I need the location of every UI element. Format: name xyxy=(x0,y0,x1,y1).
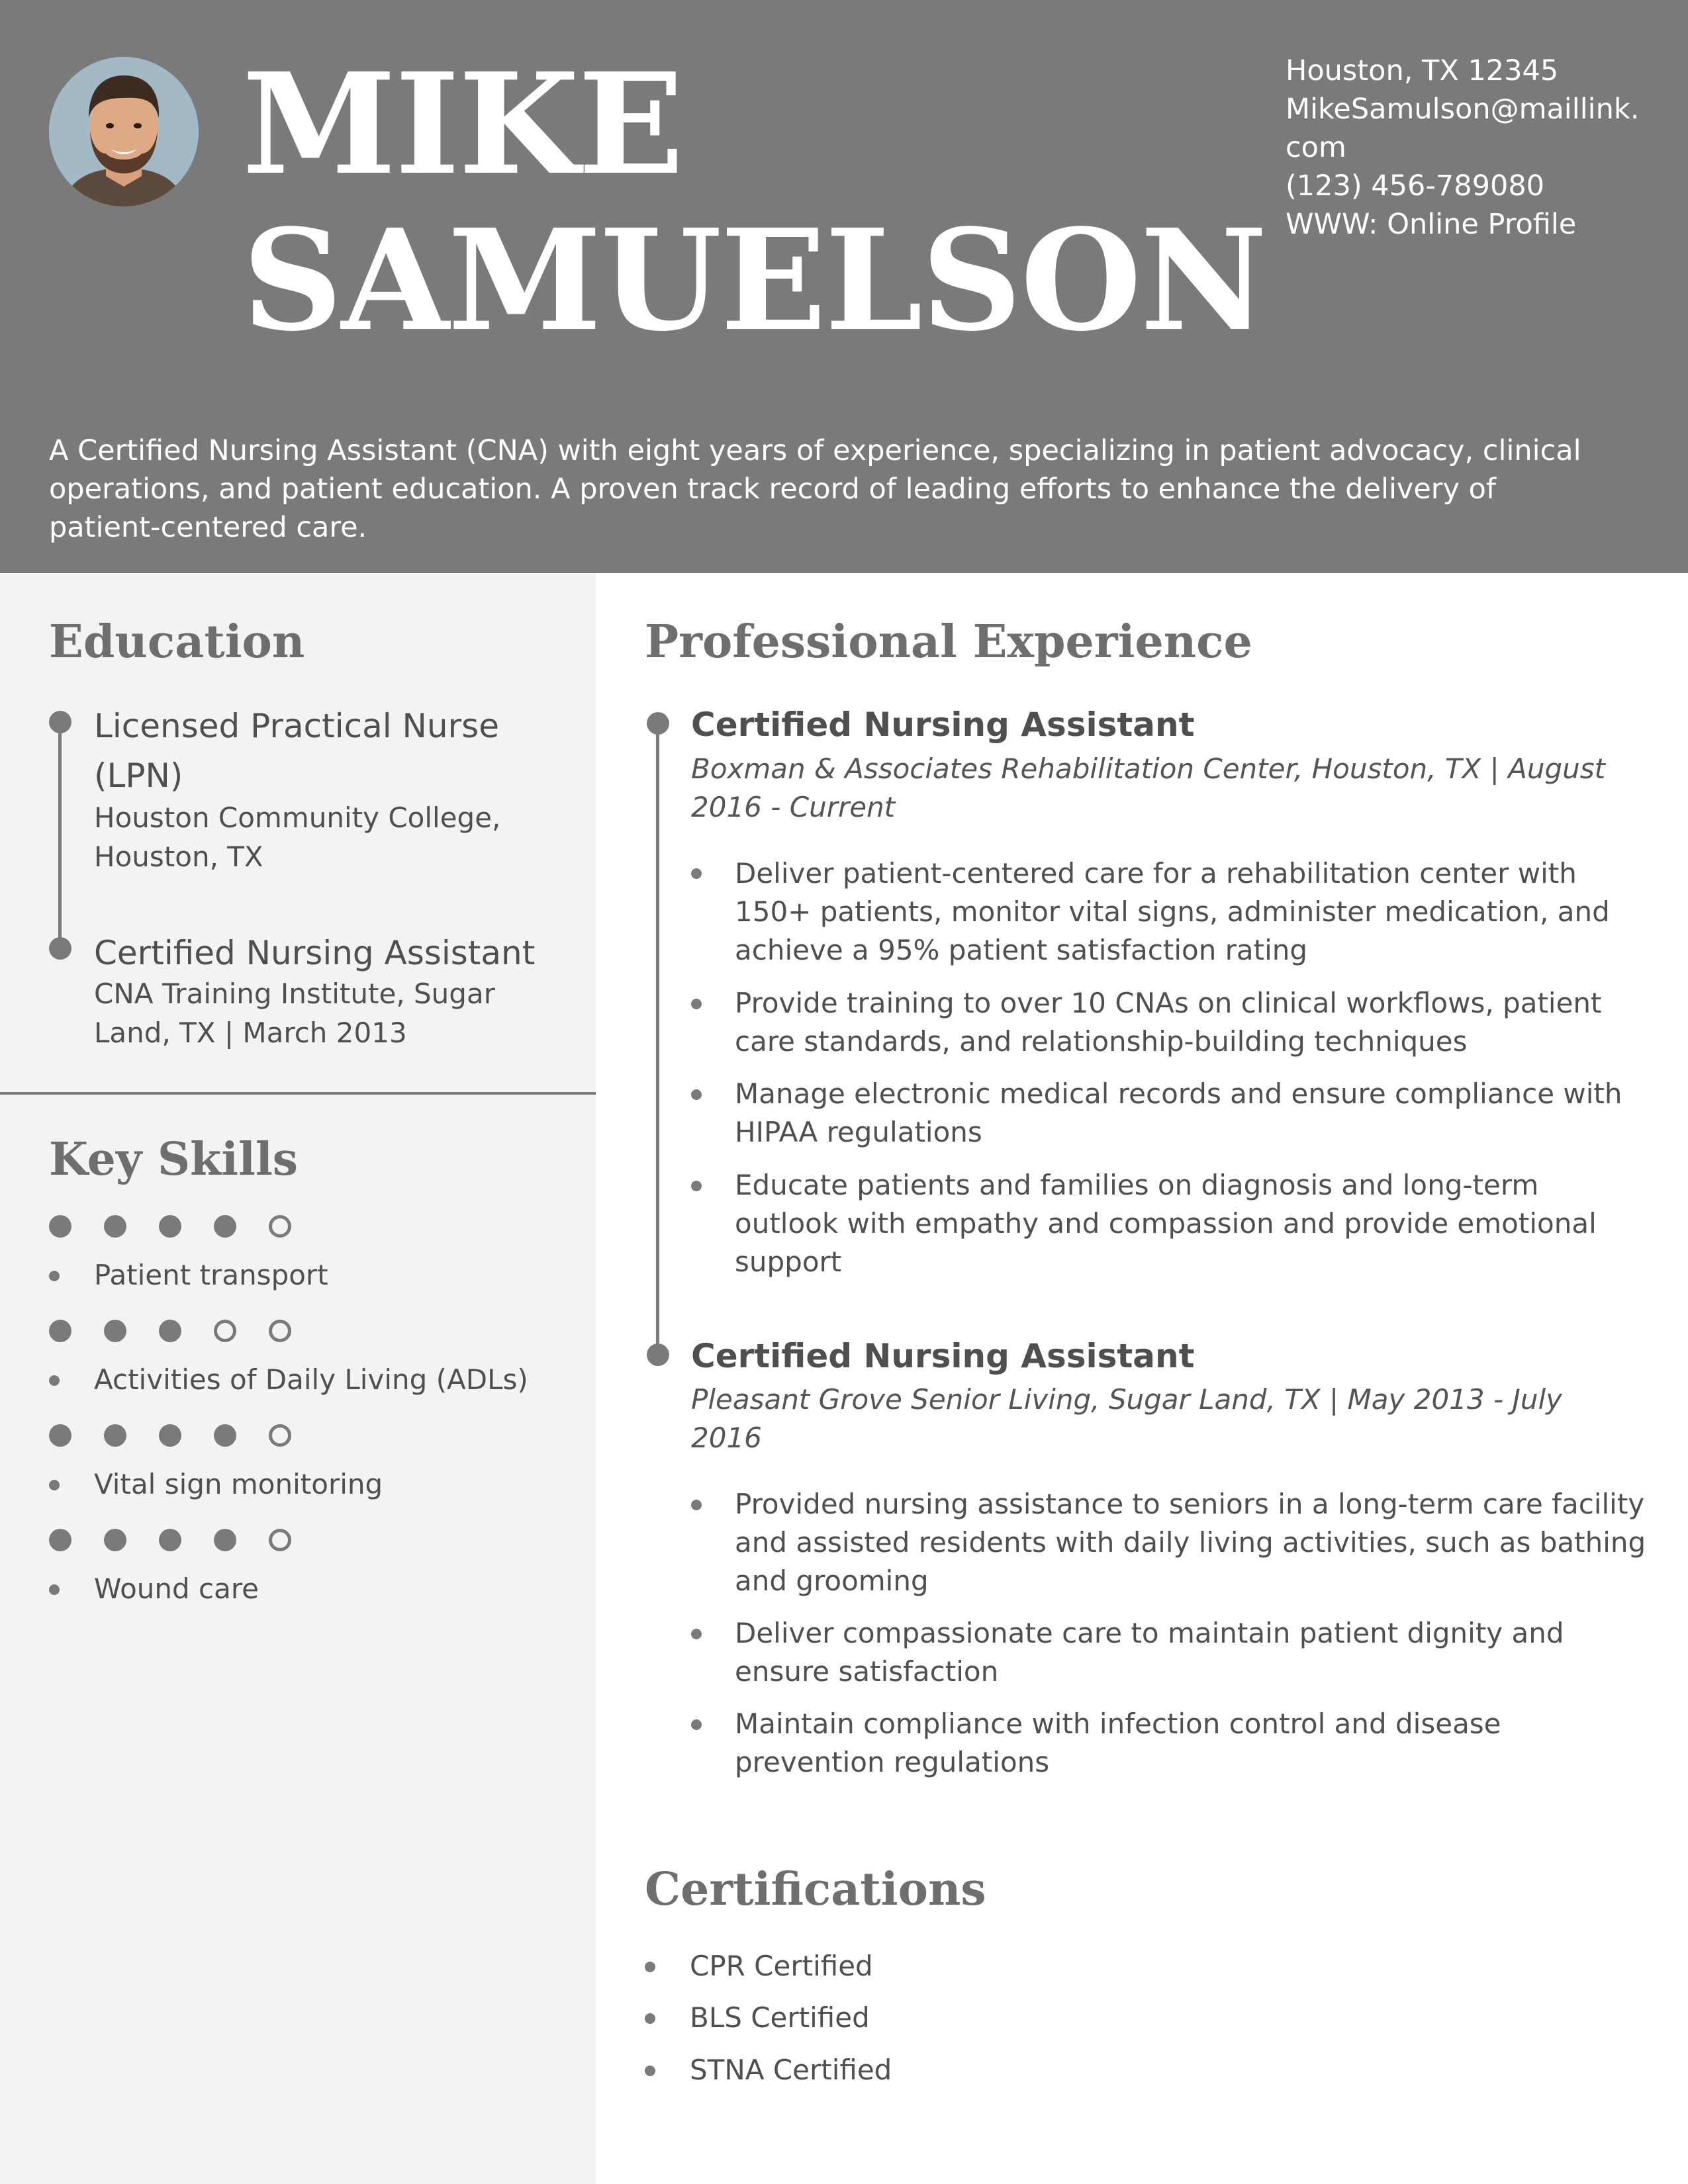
rating-dot-filled-icon xyxy=(214,1529,236,1551)
job-bullet: Manage electronic medical records and ensure compliance with HIPAA regulations xyxy=(735,1077,1622,1148)
timeline-dot-icon xyxy=(647,712,669,735)
job-title: Certified Nursing Assistant xyxy=(691,1337,1195,1375)
rating-dot-empty-icon xyxy=(214,1320,236,1342)
certification-item: CPR Certified xyxy=(690,1950,873,1982)
rating-dot-filled-icon xyxy=(214,1424,236,1447)
rating-dot-empty-icon xyxy=(269,1424,291,1447)
bullet-icon xyxy=(691,868,702,879)
rating-dot-filled-icon xyxy=(104,1215,126,1238)
job-bullet: Maintain compliance with infection control and disease prevention regulations xyxy=(735,1707,1501,1778)
education-school: CNA Training Institute, Sugar Land, TX | March 2013 xyxy=(94,978,495,1049)
certification-item: BLS Certified xyxy=(690,2001,870,2034)
bullet-icon xyxy=(645,1962,655,1972)
bullet-icon xyxy=(691,1181,702,1191)
bullet-icon xyxy=(49,1375,60,1386)
contact-phone: (123) 456-789080 xyxy=(1286,169,1545,203)
bullet-icon xyxy=(49,1480,60,1490)
education-degree: Certified Nursing Assistant xyxy=(94,934,536,972)
experience-timeline-line xyxy=(656,723,659,1353)
rating-dot-filled-icon xyxy=(104,1529,126,1551)
education-heading: Education xyxy=(49,615,305,668)
certification-item: STNA Certified xyxy=(690,2054,892,2086)
skill-name: Wound care xyxy=(94,1572,259,1605)
rating-dot-filled-icon xyxy=(49,1424,71,1447)
bullet-icon xyxy=(691,1500,702,1510)
profile-photo-avatar xyxy=(49,57,199,206)
job-bullet: Provided nursing assistance to seniors in a long-term care facility and assisted residents with daily living activities, such as bathing and grooming xyxy=(735,1488,1646,1597)
timeline-dot-icon xyxy=(647,1343,669,1366)
job-meta: Pleasant Grove Senior Living, Sugar Land, TX | May 2013 - July 2016 xyxy=(691,1383,1563,1454)
header-banner xyxy=(0,0,1688,573)
certifications-heading: Certifications xyxy=(645,1863,986,1916)
professional-experience-heading: Professional Experience xyxy=(645,615,1252,668)
rating-dot-filled-icon xyxy=(214,1215,236,1238)
timeline-dot-icon xyxy=(49,711,71,733)
rating-dot-filled-icon xyxy=(159,1215,181,1238)
contact-email-line2[interactable]: com xyxy=(1286,131,1346,164)
rating-dot-filled-icon xyxy=(49,1320,71,1342)
contact-address: Houston, TX 12345 xyxy=(1286,54,1559,87)
first-name: MIKE xyxy=(242,42,683,206)
job-bullet: Deliver patient-centered care for a rehabilitation center with 150+ patients, monitor vital signs, administer medication, and achieve a 95% patient satisfaction rating xyxy=(735,857,1610,966)
bullet-icon xyxy=(49,1271,60,1281)
bullet-icon xyxy=(691,1719,702,1730)
bullet-icon xyxy=(691,999,702,1009)
education-degree: Licensed Practical Nurse (LPN) xyxy=(94,707,499,795)
contact-info xyxy=(1286,52,1656,244)
rating-dot-filled-icon xyxy=(49,1215,71,1238)
rating-dot-filled-icon xyxy=(159,1424,181,1447)
skill-name: Patient transport xyxy=(94,1259,328,1291)
bullet-icon xyxy=(645,2013,655,2024)
job-bullet: Educate patients and families on diagnosis and long-term outlook with empathy and compassion and provide emotional support xyxy=(735,1169,1597,1278)
bullet-icon xyxy=(691,1089,702,1100)
sidebar-divider xyxy=(0,1092,596,1095)
education-school: Houston Community College, Houston, TX xyxy=(94,801,501,873)
candidate-name xyxy=(242,42,1266,362)
person-portrait-icon xyxy=(49,57,199,206)
skill-name: Activities of Daily Living (ADLs) xyxy=(94,1363,528,1396)
last-name: SAMUELSON xyxy=(242,199,1266,362)
key-skills-heading: Key Skills xyxy=(49,1133,299,1186)
rating-dot-empty-icon xyxy=(269,1529,291,1551)
rating-dot-filled-icon xyxy=(49,1529,71,1551)
bullet-icon xyxy=(645,2066,655,2076)
profile-summary: A Certified Nursing Assistant (CNA) with eight years of experience, specializing in patient advocacy, clinical operations, and patient education. A proven track record of leading efforts to enhance the delivery of patient-centered care. xyxy=(49,434,1581,544)
rating-dot-filled-icon xyxy=(104,1320,126,1342)
job-bullet: Provide training to over 10 CNAs on clinical workflows, patient care standards, and relationship-building techniques xyxy=(735,987,1602,1058)
bullet-icon xyxy=(49,1584,60,1595)
job-bullet: Deliver compassionate care to maintain patient dignity and ensure satisfaction xyxy=(735,1617,1564,1688)
rating-dot-filled-icon xyxy=(159,1320,181,1342)
rating-dot-filled-icon xyxy=(159,1529,181,1551)
rating-dot-empty-icon xyxy=(269,1215,291,1238)
job-meta: Boxman & Associates Rehabilitation Center, Houston, TX | August 2016 - Current xyxy=(691,752,1606,823)
bullet-icon xyxy=(691,1629,702,1639)
rating-dot-empty-icon xyxy=(269,1320,291,1342)
education-timeline-line xyxy=(58,723,62,948)
contact-website[interactable]: WWW: Online Profile xyxy=(1286,208,1577,241)
skill-name: Vital sign monitoring xyxy=(94,1468,383,1500)
rating-dot-filled-icon xyxy=(104,1424,126,1447)
contact-email-line1[interactable]: MikeSamulson@maillink. xyxy=(1286,93,1640,126)
job-title: Certified Nursing Assistant xyxy=(691,705,1195,744)
timeline-dot-icon xyxy=(49,937,71,960)
